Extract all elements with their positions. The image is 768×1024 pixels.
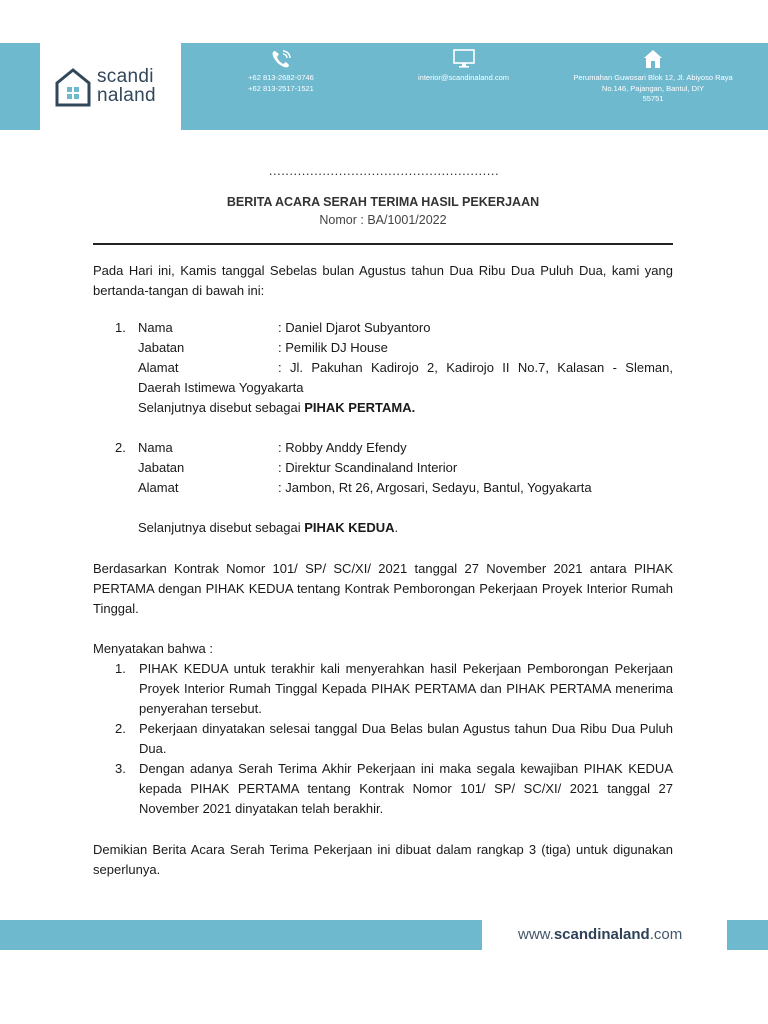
party-2-alamat-label: Alamat: [138, 480, 179, 495]
party-2-designation-suffix: .: [394, 520, 399, 535]
party-1-alamat-value: : Jl. Pakuhan Kadirojo 2, Kadirojo II No.7, Kalasan - Sleman,: [278, 360, 673, 375]
logo: [40, 43, 181, 130]
list-item-text: Dengan adanya Serah Terima Akhir Pekerjaan ini maka segala kewajiban PIHAK KEDUA kepada PIHAK PERTAMA tentang Kontrak Nomor 101/ SP/ SC/XI/ 2021 tanggal 27 November 2021 dinyatakan telah berakhir.: [139, 761, 673, 816]
list-item-number: 2.: [115, 721, 126, 736]
party-2-number: 2.: [115, 440, 126, 455]
document-number: Nomor : BA/1001/2022: [319, 213, 447, 227]
party-1-nama-value: : Daniel Djarot Subyantoro: [278, 320, 431, 335]
list-item-number: 3.: [115, 761, 126, 776]
email-text: interior@scandinaland.com: [418, 73, 509, 82]
party-1-jabatan-value: : Pemilik DJ House: [278, 340, 388, 355]
party-1-designation-prefix: Selanjutnya disebut sebagai: [138, 400, 305, 415]
phone-icon: [270, 49, 292, 69]
party-2-designation: [138, 518, 673, 538]
contact-address: [553, 43, 753, 130]
footer-url-brand: scandinaland: [553, 926, 650, 943]
party-1-alamat-continuation: Daerah Istimewa Yogyakarta: [138, 380, 304, 395]
party-2-jabatan-label: Jabatan: [138, 460, 185, 475]
title-divider: [93, 243, 673, 245]
footer-right-band: [727, 920, 768, 950]
party-1-nama-label: Nama: [138, 320, 173, 335]
party-2-alamat-value: : Jambon, Rt 26, Argosari, Sedayu, Bantul, Yogyakarta: [278, 480, 592, 495]
logo-text: [97, 67, 156, 105]
contact-email: [401, 43, 526, 130]
party-1-number: 1.: [115, 320, 126, 335]
header-contact-band: [181, 43, 768, 130]
list-item: [93, 659, 673, 719]
phone-1: +62 813-2682-0746: [248, 73, 314, 82]
house-logo-icon: [54, 65, 92, 107]
party-1-jabatan-label: Jabatan: [138, 340, 185, 355]
logo-line-2: naland: [97, 85, 156, 106]
statement-heading: Menyatakan bahwa :: [93, 641, 213, 656]
statement-list: [93, 659, 673, 819]
contract-paragraph: Berdasarkan Kontrak Nomor 101/ SP/ SC/XI/ 2021 tanggal 27 November 2021 antara PIHAK PERTAMA dengan PIHAK KEDUA tentang Kontrak Pemborongan Pekerjaan Proyek Interior Rumah Tinggal.: [93, 561, 673, 616]
monitor-icon: [453, 49, 475, 69]
footer-url-prefix: www.: [518, 926, 554, 943]
footer-url-suffix: .com: [649, 926, 683, 943]
logo-line-1: scandi: [97, 66, 154, 87]
dotted-placeholder: ........................................................: [268, 163, 500, 178]
footer-left-band: [0, 920, 482, 950]
closing-paragraph: Demikian Berita Acara Serah Terima Pekerjaan ini dibuat dalam rangkap 3 (tiga) untuk digunakan seperlunya.: [93, 842, 673, 877]
document-title: BERITA ACARA SERAH TERIMA HASIL PEKERJAAN: [226, 195, 540, 209]
address-line-1: Perumahan Guwosari Blok 12, Jl. Abiyoso Raya: [573, 73, 733, 82]
party-2-designation-bold: PIHAK KEDUA: [304, 520, 395, 535]
header-left-band: [0, 43, 40, 130]
list-item-text: PIHAK KEDUA untuk terakhir kali menyerahkan hasil Pekerjaan Pemborongan Pekerjaan Proyek Interior Rumah Tinggal Kepada PIHAK PERTAMA dan PIHAK PERTAMA menerima penyerahan tersebut.: [139, 661, 673, 716]
party-2: [93, 438, 673, 538]
address-line-3: 55751: [642, 94, 664, 103]
phone-2: +62 813-2517-1521: [248, 83, 314, 93]
list-item: [93, 719, 673, 759]
party-1-designation: [138, 398, 673, 418]
home-icon: [642, 49, 664, 69]
footer-website-link[interactable]: [518, 926, 682, 943]
party-2-nama-value: : Robby Anddy Efendy: [278, 440, 407, 455]
party-1: [93, 318, 673, 418]
party-2-jabatan-value: : Direktur Scandinaland Interior: [278, 460, 458, 475]
list-item-text: Pekerjaan dinyatakan selesai tanggal Dua Belas bulan Agustus tahun Dua Ribu Dua Puluh Dua.: [139, 721, 673, 756]
party-2-nama-label: Nama: [138, 440, 173, 455]
intro-paragraph: Pada Hari ini, Kamis tanggal Sebelas bulan Agustus tahun Dua Ribu Dua Puluh Dua, kami yang bertanda-tangan di bawah ini:: [93, 263, 673, 298]
contact-phone: [226, 43, 336, 130]
list-item-number: 1.: [115, 661, 126, 676]
party-2-designation-prefix: Selanjutnya disebut sebagai: [138, 520, 305, 535]
list-item: [93, 759, 673, 819]
party-1-alamat-label: Alamat: [138, 360, 179, 375]
party-1-designation-bold: PIHAK PERTAMA.: [304, 400, 416, 415]
address-line-2: No.146, Pajangan, Bantul, DIY: [601, 83, 705, 93]
